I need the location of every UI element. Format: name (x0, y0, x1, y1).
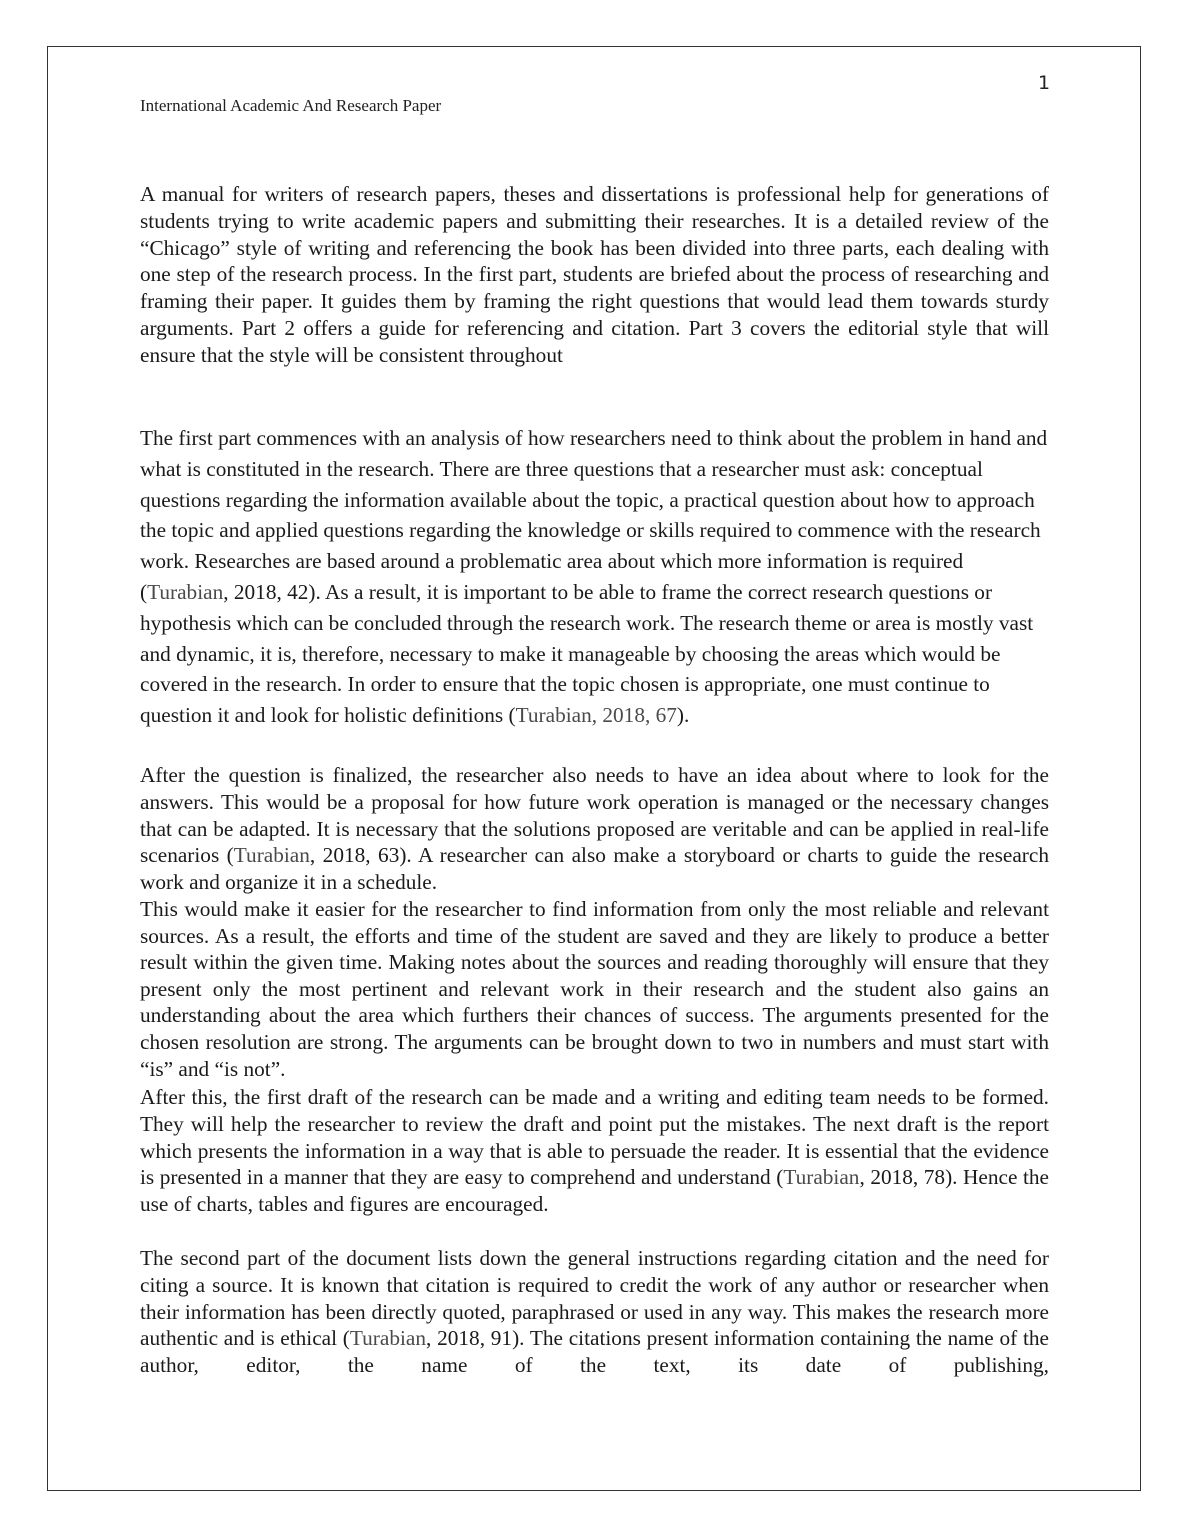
paragraph-3-text-b: , 2018, 63). A researcher can also make a storyboard or charts to guide the research work and organize it in a schedule. (140, 843, 1049, 895)
paragraph-3 (140, 762, 1049, 896)
paragraph-5 (140, 1084, 1049, 1218)
paragraph-2-text-b: , 2018, 42). As a result, it is important to be able to frame the correct research questions or hypothesis which can be concluded through the research work. The research theme or area is mostly vast and dynamic, it is, therefore, necessary to make it manageable by choosing the areas which would be covered in the research. In order to ensure that the topic chosen is appropriate, one must continue to question it and look for holistic definitions ( (140, 579, 1034, 728)
paragraph-3-text-a: After the question is finalized, the researcher also needs to have an idea about where to look for the answers. This would be a proposal for how future work operation is managed or the necessary changes that can be adapted. It is necessary that the solutions proposed are veritable and can be applied in real-life scenarios ( (140, 763, 1049, 868)
citation-turabian: Turabian (349, 1326, 427, 1351)
paragraph-6-text-b: , 2018, 91). The citations present information containing the name of the author, editor, the name of the text, its date of publishing, (140, 1326, 1050, 1378)
paragraph-5-text-b: , 2018, 78). Hence the use of charts, tables and figures are encouraged. (140, 1165, 1049, 1217)
paragraph-4: This would make it easier for the researcher to find information from only the most reliable and relevant sources. As a result, the efforts and time of the student are saved and they are likely to produce a better result within the given time. Making notes about the sources and reading thoroughly will ensure that they present only the most pertinent and relevant work in their research and the student also gains an understanding about the area which furthers their chances of success. The arguments presented for the chosen resolution are strong. The arguments can be brought down to two in numbers and must start with “is” and “is not”. (140, 897, 1049, 1081)
citation-turabian-full: Turabian, 2018, 67 (515, 703, 677, 728)
paragraph-2-text-c: ). (676, 703, 690, 728)
paragraph-1: A manual for writers of research papers, theses and dissertations is professional help for generations of students trying to write academic papers and submitting their researches. It is a detailed review of the “Chicago” style of writing and referencing the book has been divided into three parts, each dealing with one step of the research process. In the first part, students are briefed about the process of researching and framing their paper. It guides them by framing the right questions that would lead them towards sturdy arguments. Part 2 offers a guide for referencing and citation. Part 3 covers the editorial style that will ensure that the style will be consistent throughout (140, 182, 1049, 367)
citation-turabian: Turabian (783, 1165, 860, 1190)
citation-turabian: Turabian (233, 843, 310, 868)
paragraph-2 (140, 423, 1049, 731)
paragraph-5-text-a: After this, the first draft of the research can be made and a writing and editing team needs to be formed. They will help the researcher to review the draft and point put the mistakes. The next draft is the report which presents the information in a way that is able to persuade the reader. It is essential that the evidence is presented in a manner that they are easy to comprehend and understand ( (140, 1085, 1049, 1190)
paragraph-6 (140, 1245, 1049, 1379)
citation-turabian: Turabian (147, 579, 224, 604)
page-number: 1 (1038, 72, 1051, 94)
paragraph-2-text-a: The first part commences with an analysis of how researchers need to think about the problem in hand and what is constituted in the research. There are three questions that a researcher must ask: conceptual questions regarding the information available about the topic, a practical question about how to approach the topic and applied questions regarding the knowledge or skills required to commence with the research work. Researches are based around a problematic area about which more information is required ( (140, 426, 1048, 604)
running-head: International Academic And Research Paper (140, 96, 442, 115)
paragraph-6-text-a: The second part of the document lists down the general instructions regarding citation and the need for citing a source. It is known that citation is required to credit the work of any author or researcher when their information has been directly quoted, paraphrased or used in any way. This makes the research more authentic and is ethical ( (140, 1246, 1049, 1351)
